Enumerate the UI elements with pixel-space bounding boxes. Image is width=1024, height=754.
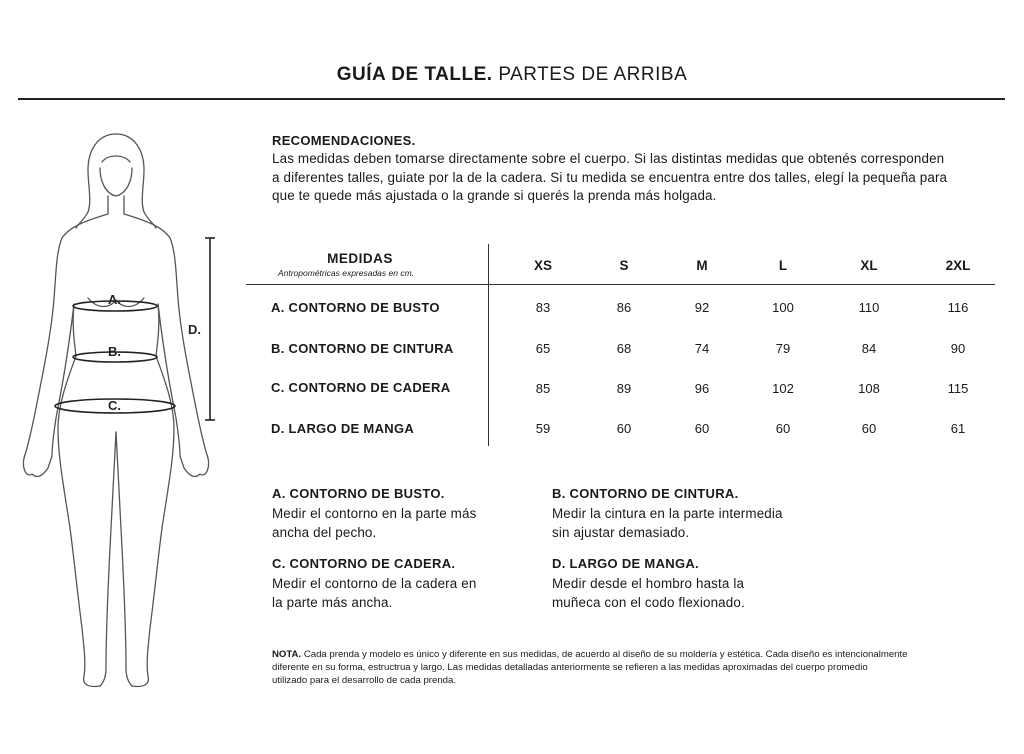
label-a: A. — [108, 292, 121, 307]
table-cell: 85 — [535, 381, 551, 396]
table-cell: 60 — [694, 421, 710, 436]
table-cell: 115 — [947, 381, 969, 396]
recommendations-line: que te quede más ajustada o la grande si querés la prenda más holgada. — [272, 188, 717, 203]
page-title-light: PARTES DE ARRIBA — [498, 64, 688, 85]
label-c: C. — [108, 398, 121, 413]
definition-text-manga — [552, 575, 812, 612]
body-silhouette-illustration — [18, 128, 228, 698]
table-subtitle: Antropométricas expresadas en cm. — [277, 268, 415, 278]
table-cell: 86 — [616, 300, 632, 315]
table-cell: 74 — [694, 341, 710, 356]
definition-line: Medir el contorno en la parte más — [272, 506, 477, 521]
size-header-s: S — [619, 258, 629, 273]
table-cell: 60 — [775, 421, 791, 436]
table-title: MEDIDAS — [327, 251, 393, 266]
table-cell: 79 — [775, 341, 791, 356]
definition-line: Medir desde el hombro hasta la — [552, 576, 745, 591]
table-cell: 90 — [950, 341, 966, 356]
definition-title-cintura: B. CONTORNO DE CINTURA. — [552, 486, 739, 501]
table-cell: 59 — [535, 421, 551, 436]
definition-text-cadera — [272, 575, 532, 612]
footnote-line: utilizado para el desarrollo de cada prenda. — [272, 675, 457, 686]
row-label: D. LARGO DE MANGA — [271, 421, 415, 436]
table-cell: 65 — [535, 341, 551, 356]
table-cell: 84 — [861, 341, 877, 356]
table-cell: 89 — [616, 381, 632, 396]
size-header-xs: XS — [533, 258, 552, 273]
table-cell: 102 — [772, 381, 794, 396]
table-vertical-divider — [488, 244, 489, 446]
label-b: B. — [108, 344, 121, 359]
recommendations-text — [272, 150, 994, 206]
row-label: C. CONTORNO DE CADERA — [271, 380, 451, 395]
recommendations-line: Las medidas deben tomarse directamente sobre el cuerpo. Si las distintas medidas que obtenés corresponden — [272, 151, 945, 166]
definition-line: Medir el contorno de la cadera en — [272, 576, 477, 591]
row-label: A. CONTORNO DE BUSTO — [271, 300, 440, 315]
label-d: D. — [188, 322, 201, 337]
definition-line: la parte más ancha. — [272, 594, 393, 610]
table-cell: 83 — [535, 300, 551, 315]
table-cell: 116 — [947, 300, 969, 315]
definition-line: sin ajustar demasiado. — [552, 524, 690, 540]
table-cell: 61 — [950, 421, 966, 436]
footnote-line: diferente en su forma, estructrua y largo. Las medidas detalladas anteriormente se refieren a las medidas aproximadas del cuerpo promedio — [272, 662, 868, 673]
header-divider — [18, 98, 1005, 100]
table-cell: 60 — [616, 421, 632, 436]
table-cell: 68 — [616, 341, 632, 356]
page-title — [0, 64, 1024, 86]
row-label: B. CONTORNO DE CINTURA — [271, 341, 454, 356]
definition-title-manga: D. LARGO DE MANGA. — [552, 556, 699, 571]
definition-title-cadera: C. CONTORNO DE CADERA. — [272, 556, 456, 571]
table-horizontal-divider — [246, 284, 995, 285]
recommendations-heading: RECOMENDACIONES. — [272, 133, 416, 148]
table-cell: 92 — [694, 300, 710, 315]
definition-line: Medir la cintura en la parte intermedia — [552, 506, 783, 521]
definition-line: ancha del pecho. — [272, 524, 377, 540]
definition-title-busto: A. CONTORNO DE BUSTO. — [272, 486, 445, 501]
definition-line: muñeca con el codo flexionado. — [552, 594, 745, 610]
table-cell: 110 — [858, 300, 880, 315]
table-cell: 108 — [858, 381, 880, 396]
definition-text-cintura — [552, 505, 812, 542]
table-cell: 60 — [861, 421, 877, 436]
footnote-label: NOTA. — [272, 649, 302, 660]
recommendations-line: a diferentes talles, guiate por la de la cadera. Si tu medida se encuentra entre dos talles, elegí la pequeña para — [272, 169, 948, 185]
size-header-xl: XL — [860, 258, 878, 273]
footnote — [272, 648, 1002, 687]
size-header-m: M — [696, 258, 708, 273]
size-header-l: L — [778, 258, 788, 273]
table-cell: 100 — [772, 300, 794, 315]
definition-text-busto — [272, 505, 532, 542]
page-title-bold: GUÍA DE TALLE. — [336, 64, 493, 85]
size-header-2xl: 2XL — [945, 258, 971, 273]
footnote-line: Cada prenda y modelo es único y diferente en sus medidas, de acuerdo al diseño de su moldería y estética. Cada diseño es intencionalmente — [303, 649, 908, 660]
table-cell: 96 — [694, 381, 710, 396]
